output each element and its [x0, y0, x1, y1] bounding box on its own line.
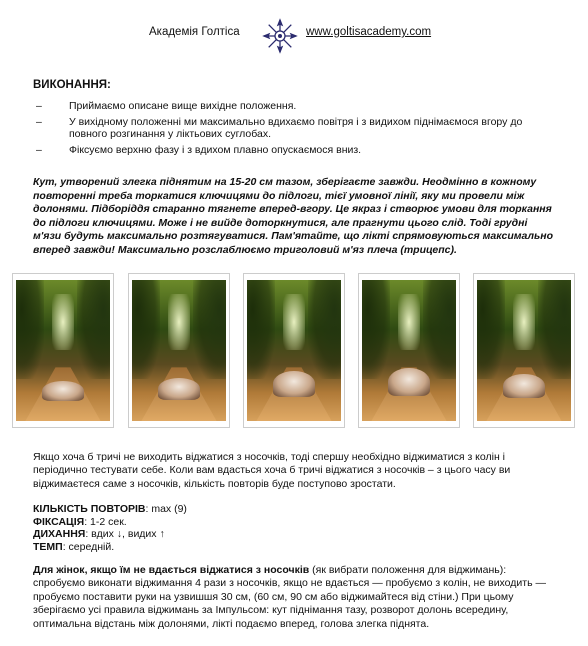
param-value: : 1-2 сек.: [84, 515, 127, 528]
param-value: : max (9): [145, 503, 187, 515]
list-dash: –: [36, 143, 42, 156]
pushup-photo-strip: [12, 273, 582, 431]
steps-list: [33, 100, 553, 159]
photo-4: [358, 273, 460, 428]
athlete-figure: [388, 368, 429, 396]
param-breathing: [33, 528, 187, 541]
academy-name: Академія Голтіса: [149, 26, 240, 38]
param-label: ДИХАННЯ: [33, 528, 86, 541]
photo-3: [243, 273, 345, 428]
param-fixation: [33, 516, 187, 529]
list-item: [33, 116, 553, 141]
step-text: У вихідному положенні ми максимально вдихаємо повітря і з видихом піднімаємося вгору до повного розгинання у ліктьових суглобах.: [69, 115, 523, 140]
param-tempo: [33, 541, 187, 554]
step-text: Фіксуємо верхню фазу і з вдихом плавно опускаємося вниз.: [69, 143, 362, 156]
list-item: [33, 100, 553, 113]
list-dash: –: [36, 115, 42, 128]
exercise-params: [33, 503, 187, 553]
section-title: ВИКОНАННЯ:: [33, 79, 111, 91]
women-advice: [33, 564, 558, 631]
param-label: ТЕМП: [33, 540, 63, 553]
param-value: : середній.: [62, 540, 115, 553]
women-advice-text: (як вибрати положення для віджимань): спробуємо виконати віджимання 4 рази з носочків, якщо не вдається — пробуємо з колін, не виходить — пробуємо поставити руки на узвишшя 30 см, (60 см, 90 см або віджимайтеся від стіни.) При цьому зберігаємо усі правила віджимань за Імпульсом: кут піднімання тазу, розворот долонь всередину, оптимальна відстань між долонями, лікті подаємо вперед, голова злегка піднята.: [33, 564, 546, 630]
photo-1: [12, 273, 114, 428]
photo-2: [128, 273, 230, 428]
website-link[interactable]: www.goltisacademy.com: [306, 26, 432, 38]
param-value: : вдих ↓, видих ↑: [85, 528, 165, 541]
step-text: Приймаємо описане вище вихідне положення.: [69, 100, 297, 112]
athlete-figure: [42, 381, 83, 401]
beginner-advice: Якщо хоча б тричі не виходить віджатися з носочків, тоді спершу необхідно віджиматися з колін і періодично тестувати себе. Коли вам вдасться хоча б тричі віджатися з носочків – з цього часу ви віджимаєтеся саме з носочків, кількість повторів буде поступово зростати.: [33, 451, 511, 490]
page-header: [0, 18, 588, 54]
param-label: КІЛЬКІСТЬ ПОВТОРІВ: [33, 503, 146, 515]
param-label: ФІКСАЦІЯ: [33, 515, 85, 528]
women-advice-lead: Для жінок, якщо їм не вдається віджатися з носочків: [33, 564, 310, 576]
athlete-figure: [503, 374, 544, 398]
athlete-figure: [158, 378, 199, 400]
photo-5: [473, 273, 575, 428]
athlete-figure: [273, 371, 314, 397]
list-item: [33, 144, 553, 157]
technique-note: Кут, утворений злегка піднятим на 15-20 см тазом, зберігаєте завжди. Неодмінно в кожному повторенні треба торкатися ключицями до підлоги, тієї умовної лінії, яку ми провели між долонями. Підборіддя старанно тягнете вперед-вгору. Це якраз і створює умови для торкання до підлоги ключицями. Може і не вийде доторкнутися, але прагнути цього слід. Тоді грудні м'язи будуть максимально розтягуватися. Пам'ятайте, що лікті спрямовуються максимально вперед завжди! Максимально розслаблюємо триголовий м'яз плеча (трицепс).: [33, 176, 554, 256]
academy-logo-icon: [262, 18, 298, 54]
list-dash: –: [36, 100, 42, 112]
param-reps: [33, 503, 187, 516]
